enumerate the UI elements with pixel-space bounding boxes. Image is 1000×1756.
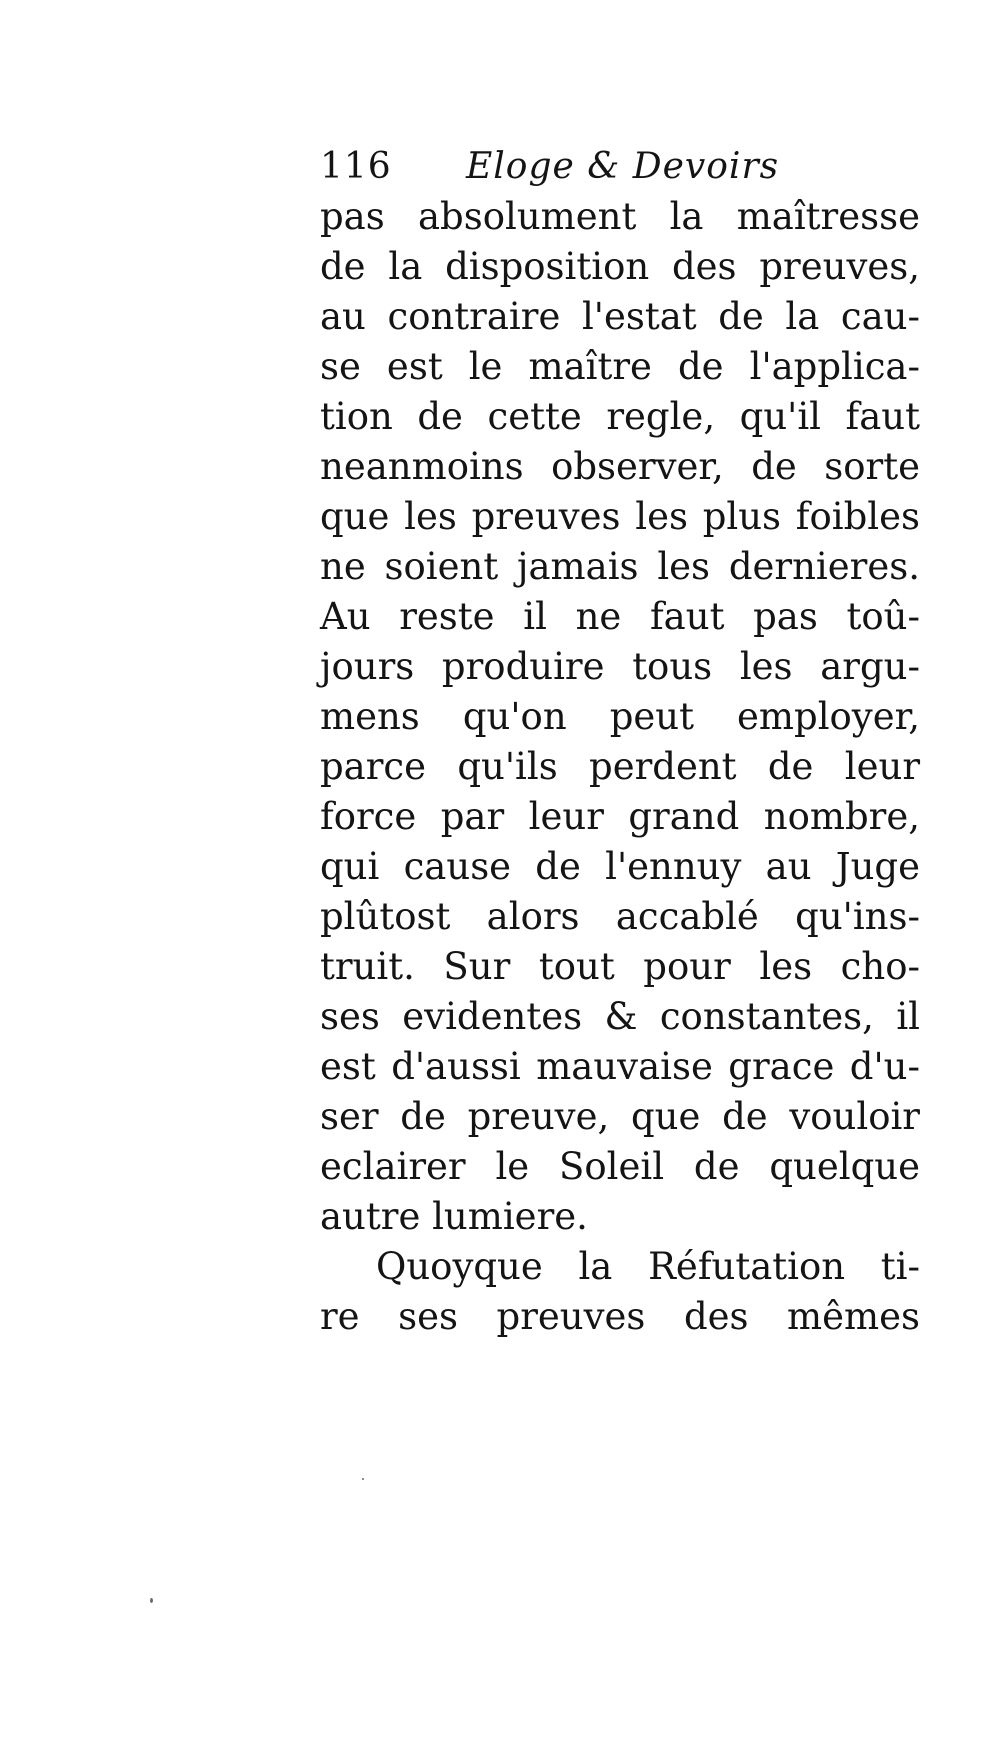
text-line: Au reste il ne faut pas toû- [320,595,920,638]
text-line: truit. Sur tout pour les cho- [320,945,920,988]
text-line: ses evidentes & constantes, il [320,995,920,1038]
text-line: se est le maître de l'applica- [320,345,920,388]
text-line: ser de preuve, que de vouloir [320,1095,920,1138]
text-line: de la disposition des preuves, [320,245,920,288]
body-text [320,192,920,1342]
text-line: re ses preuves des mêmes [320,1295,920,1338]
paper-speck [362,1478,364,1480]
paper-speck [150,1598,153,1603]
text-line: parce qu'ils perdent de leur [320,745,920,788]
text-line: que les preuves les plus foibles [320,495,920,538]
text-line: mens qu'on peut employer, [320,695,920,738]
running-title: Eloge & Devoirs [466,146,780,187]
running-head [320,142,800,192]
text-line: au contraire l'estat de la cau- [320,295,920,338]
text-line-paragraph-start: Quoyque la Réfutation ti- [376,1245,920,1288]
text-line-paragraph-end: autre lumiere. [320,1195,588,1238]
text-line: est d'aussi mauvaise grace d'u- [320,1045,920,1088]
text-line: tion de cette regle, qu'il faut [320,395,920,438]
text-line: ne soient jamais les dernieres. [320,545,920,588]
text-line: plûtost alors accablé qu'ins- [320,895,920,938]
text-line: eclairer le Soleil de quelque [320,1145,920,1188]
text-line: force par leur grand nombre, [320,795,920,838]
text-line: neanmoins observer, de sorte [320,445,920,488]
text-line: pas absolument la maîtresse [320,195,920,238]
text-line: jours produire tous les argu- [320,645,920,688]
text-line: qui cause de l'ennuy au Juge [320,845,920,888]
page-number: 116 [320,146,392,187]
